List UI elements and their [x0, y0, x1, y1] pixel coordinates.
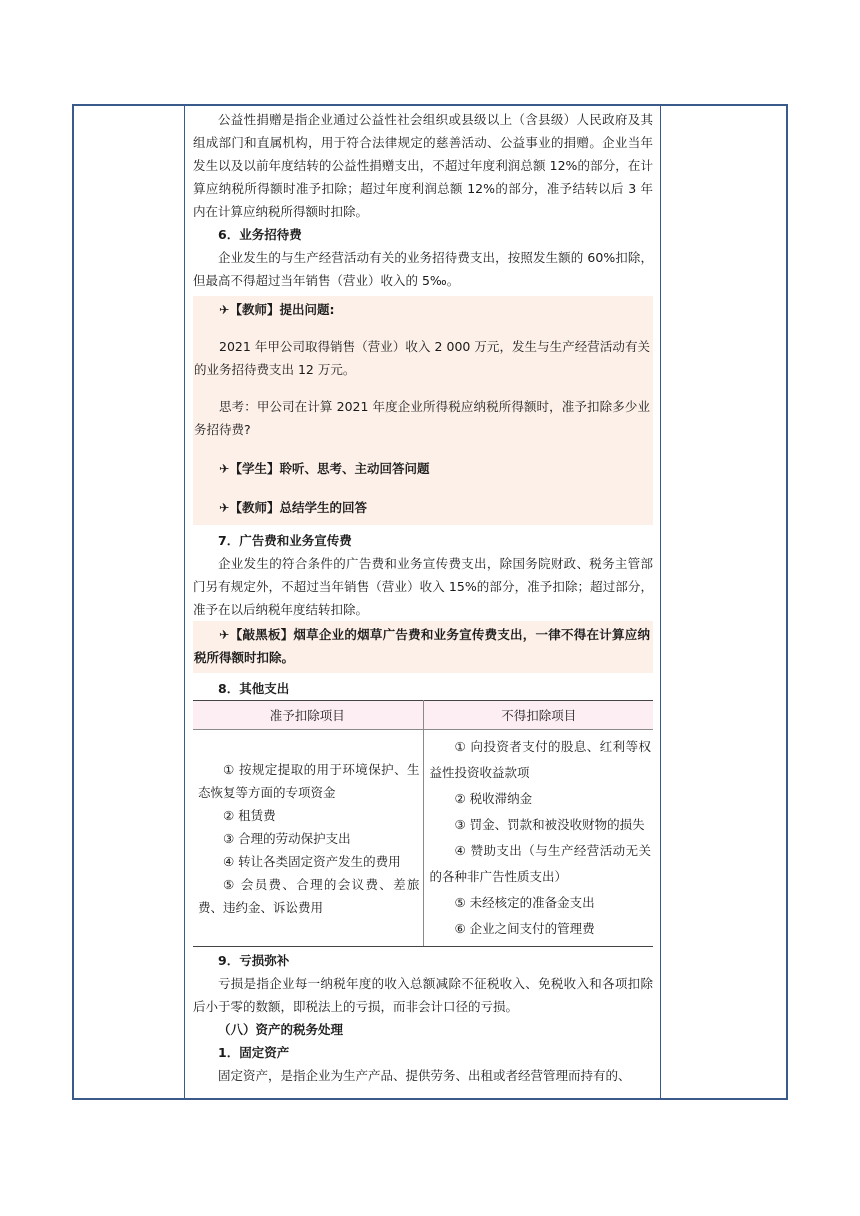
deductible-item: ② 租赁费: [223, 807, 276, 823]
deductible-cell: [193, 730, 423, 947]
non-deductible-cell: [423, 730, 653, 947]
column-divider-left: [184, 104, 185, 1100]
heading-fixed-assets: 1．固定资产: [218, 1045, 290, 1060]
deductible-item: ④ 转让各类固定资产发生的费用: [223, 853, 401, 869]
heading-other-expenses: 8．其他支出: [218, 681, 290, 696]
content-column: [193, 104, 653, 1100]
non-deductible-item: ① 向投资者支付的股息、红利等权益性投资收益款项: [429, 739, 651, 780]
column-divider-right: [660, 104, 661, 1100]
paragraph-entertainment: 企业发生的与生产经营活动有关的业务招待费支出，按照发生额的 60%扣除，但最高不得超过当年销售（营业）收入的 5‰。: [193, 250, 653, 288]
teacher-question-label: ✈【教师】提出问题:: [219, 302, 335, 317]
non-deductible-item: ⑥ 企业之间支付的管理费: [454, 921, 595, 936]
question-body: 2021 年甲公司取得销售（营业）收入 2 000 万元，发生与生产经营活动有关的业务招待费支出 12 万元。: [194, 339, 650, 377]
heading-asset-tax: （八）资产的税务处理: [218, 1022, 344, 1037]
paragraph-fixed-assets: 固定资产，是指企业为生产产品、提供劳务、出租或者经营管理而持有的、: [218, 1068, 631, 1083]
non-deductible-item: ④ 赞助支出（与生产经营活动无关的各种非广告性质支出）: [429, 843, 651, 884]
blackboard-box: [193, 621, 653, 673]
student-prompt: ✈【学生】聆听、思考、主动回答问题: [219, 461, 430, 476]
non-deductible-item: ③ 罚金、罚款和被没收财物的损失: [454, 817, 645, 832]
deductible-item: ③ 合理的劳动保护支出: [223, 830, 351, 846]
heading-advertising: 7．广告费和业务宣传费: [218, 533, 352, 548]
teacher-question-box: [193, 296, 653, 525]
think-prompt: 思考：甲公司在计算 2021 年度企业所得税应纳税所得额时，准予扣除多少业务招待费?: [194, 399, 650, 437]
col2-header: 不得扣除项目: [423, 701, 653, 730]
deductible-item: ① 按规定提取的用于环境保护、生态恢复等方面的专项资金: [198, 761, 420, 800]
deductible-item: ⑤ 会员费、合理的会议费、差旅费、违约金、诉讼费用: [198, 876, 420, 915]
blackboard-note: ✈【敲黑板】烟草企业的烟草广告费和业务宣传费支出，一律不得在计算应纳税所得额时扣除。: [194, 627, 650, 665]
paragraph-donation: 公益性捐赠是指企业通过公益性社会组织或县级以上（含县级）人民政府及其组成部门和直属机构，用于符合法律规定的慈善活动、公益事业的捐赠。企业当年发生以及以前年度结转的公益性捐赠支出，不超过年度利润总额 12%的部分，在计算应纳税所得额时准予扣除；超过年度利润总额 12%的部分，准予结转以后 3 年内在计算应纳税所得额时扣除。: [193, 112, 653, 219]
col1-header: 准予扣除项目: [193, 701, 423, 730]
heading-loss-compensation: 9．亏损弥补: [218, 953, 290, 968]
paragraph-advertising: 企业发生的符合条件的广告费和业务宣传费支出，除国务院财政、税务主管部门另有规定外，不超过当年销售（营业）收入 15%的部分，准予扣除；超过部分，准予在以后纳税年度结转扣除。: [193, 556, 653, 617]
teacher-summary: ✈【教师】总结学生的回答: [219, 500, 367, 515]
paragraph-loss: 亏损是指企业每一纳税年度的收入总额减除不征税收入、免税收入和各项扣除后小于零的数额，即税法上的亏损，而非会计口径的亏损。: [193, 976, 653, 1014]
deduction-table: [193, 700, 653, 947]
non-deductible-item: ⑤ 未经核定的准备金支出: [454, 895, 595, 910]
non-deductible-item: ② 税收滞纳金: [454, 791, 533, 806]
heading-entertainment: 6．业务招待费: [218, 227, 302, 242]
